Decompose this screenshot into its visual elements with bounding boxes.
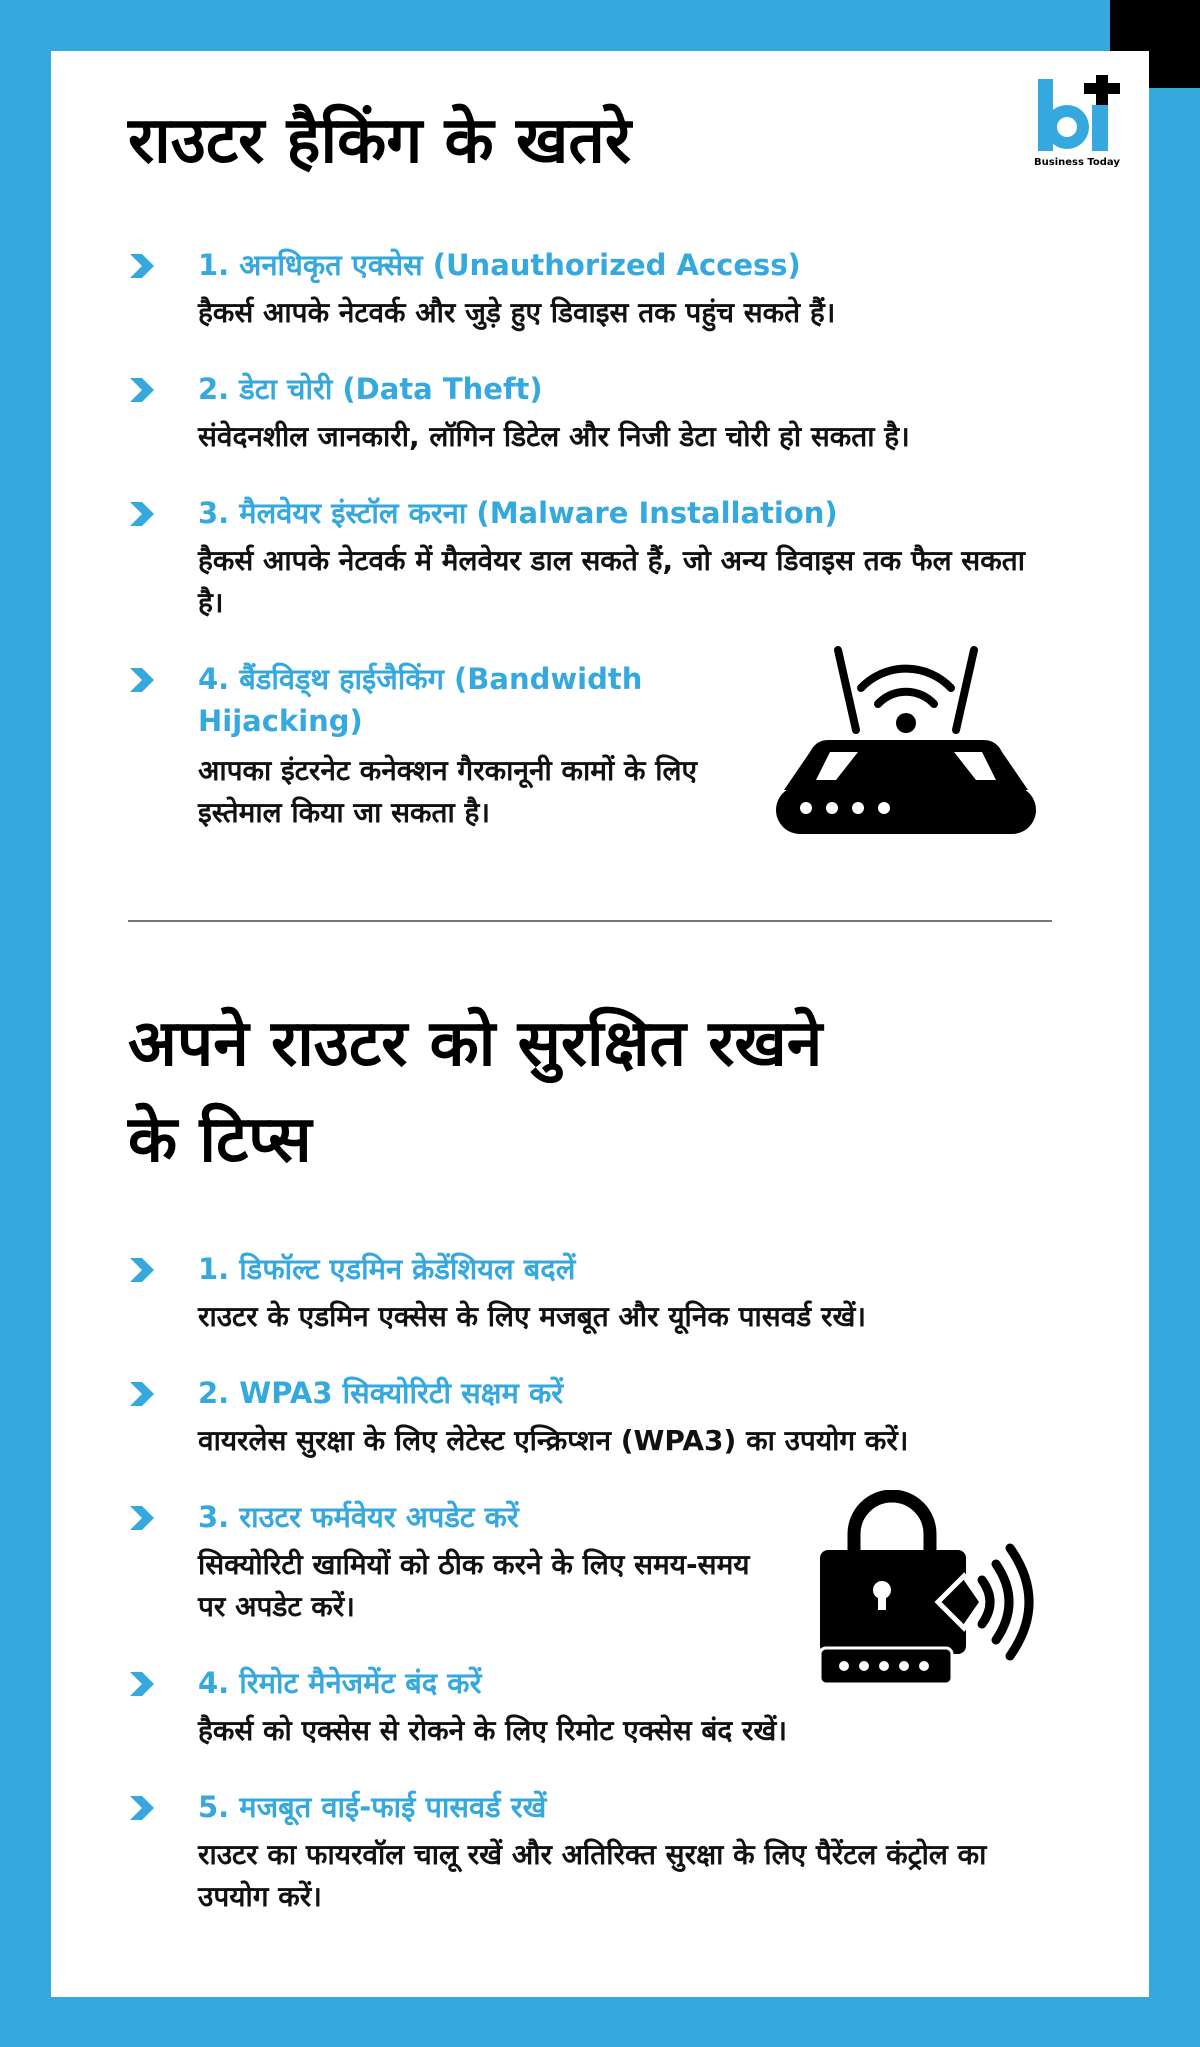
tip-item-4-title: 4. रिमोट मैनेजमेंट बंद करें (198, 1666, 482, 1700)
chevron-right-icon (128, 1670, 156, 1698)
tip-item-3-title: 3. राउटर फर्मवेयर अपडेट करें (198, 1500, 519, 1534)
risk-item-3-desc: हैकर्स आपके नेटवर्क में मैलवेयर डाल सकते हैं, जो अन्य डिवाइस तक फैल सकता है। (198, 544, 1025, 619)
tip-item-5-title: 5. मजबूत वाई-फाई पासवर्ड रखें (198, 1790, 547, 1824)
chevron-right-icon (128, 1794, 156, 1822)
chevron-right-icon (128, 252, 156, 280)
risk-item-2-title: 2. डेटा चोरी (Data Theft) (198, 372, 543, 406)
chevron-right-icon (128, 376, 156, 404)
tip-item-2-desc: वायरलेस सुरक्षा के लिए लेटेस्ट एन्क्रिप्शन (WPA3) का उपयोग करें। (198, 1424, 909, 1457)
risk-item-3-title: 3. मैलवेयर इंस्टॉल करना (Malware Installation) (198, 496, 838, 530)
chevron-right-icon (128, 500, 156, 528)
tip-item-5-desc: राउटर का फायरवॉल चालू रखें और अतिरिक्त सुरक्षा के लिए पैरेंटल कंट्रोल का उपयोग करें। (198, 1838, 987, 1913)
chevron-right-icon (128, 1380, 156, 1408)
tip-item-2-title: 2. WPA3 सिक्योरिटी सक्षम करें (198, 1376, 564, 1410)
section-divider (128, 920, 1052, 922)
bt-logo-icon (1034, 75, 1124, 155)
risk-item-1-desc: हैकर्स आपके नेटवर्क और जुड़े हुए डिवाइस तक पहुंच सकते हैं। (198, 296, 836, 329)
logo-text: Business Today (1034, 157, 1120, 168)
tip-item-4-desc: हैकर्स को एक्सेस से रोकने के लिए रिमोट एक्सेस बंद रखें। (198, 1714, 787, 1747)
risk-item-4-title: 4. बैंडविड्थ हाईजैकिंग (Bandwidth Hijacking) (198, 662, 643, 738)
section2-title: अपने राउटर को सुरक्षित रखने के टिप्स (128, 1007, 823, 1177)
risk-item-1-title: 1. अनधिकृत एक्सेस (Unauthorized Access) (198, 248, 801, 282)
risk-item-4-desc: आपका इंटरनेट कनेक्शन गैरकानूनी कामों के लिए इस्तेमाल किया जा सकता है। (198, 754, 697, 829)
chevron-right-icon (128, 1504, 156, 1532)
chevron-right-icon (128, 666, 156, 694)
risk-item-2-desc: संवेदनशील जानकारी, लॉगिन डिटेल और निजी डेटा चोरी हो सकता है। (198, 420, 910, 453)
chevron-right-icon (128, 1256, 156, 1284)
section1-title: राउटर हैकिंग के खतरे (128, 104, 632, 178)
tip-item-1-desc: राउटर के एडमिन एक्सेस के लिए मजबूत और यूनिक पासवर्ड रखें। (198, 1300, 866, 1333)
business-today-logo (1034, 75, 1124, 175)
tip-item-3-desc: सिक्योरिटी खामियों को ठीक करने के लिए समय-समय पर अपडेट करें। (198, 1548, 750, 1623)
secure-router-lock-icon (812, 1490, 1042, 1690)
tip-item-1-title: 1. डिफॉल्ट एडमिन क्रेडेंशियल बदलें (198, 1252, 576, 1286)
wifi-router-icon (766, 640, 1046, 840)
